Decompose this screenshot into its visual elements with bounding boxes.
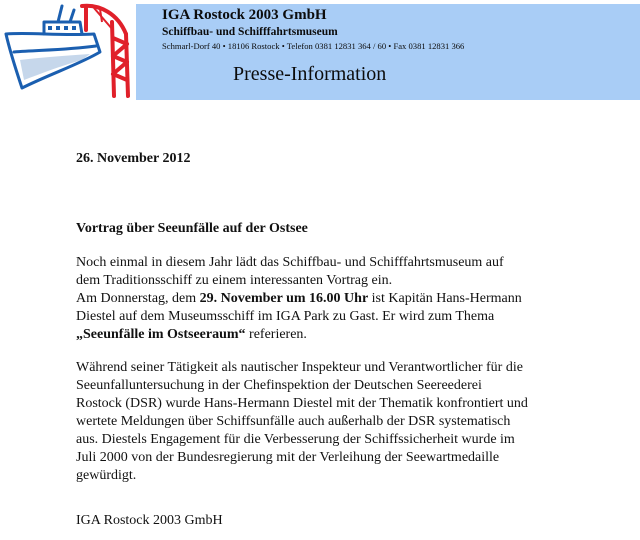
paragraph-biography [76,359,616,485]
logo [0,0,136,100]
text-line: wertete Meldungen über Schiffsunfälle auch außerhalb der DSR systematisch [76,414,511,429]
text-line: Diestel auf dem Museumsschiff im IGA Park zu Gast. Er wird zum Thema [76,309,495,324]
text-line: Noch einmal in diesem Jahr lädt das Schiffbau- und Schifffahrtsmuseum auf [76,255,504,270]
signature-company: IGA Rostock 2003 GmbH [76,513,223,528]
text-span: Am Donnerstag, dem [76,291,200,306]
text-line: Juli 2000 von der Bundesregierung mit der Verleihung der Seewartmedaille [76,450,500,465]
contact-address: Schmarl-Dorf 40 • 18106 Rostock • Telefon 0381 12831 364 / 60 • Fax 0381 12831 366 [162,41,465,51]
text-span: referieren. [245,327,307,342]
museum-name: Schiffbau- und Schifffahrtsmuseum [162,26,338,38]
paragraph-announcement [76,254,616,344]
company-name: IGA Rostock 2003 GmbH [162,7,327,23]
document-title: Presse-Information [233,63,387,85]
text-line: aus. Diestels Engagement für die Verbesserung der Schiffssicherheit wurde im [76,432,515,447]
talk-topic: „Seeunfälle im Ostseeraum“ [76,327,246,342]
event-date-time: 29. November um 16.00 Uhr [199,291,369,306]
release-date: 26. November 2012 [76,151,191,166]
text-line: Seeunfalluntersuchung in der Chefinspektion der Deutschen Seereederei [76,378,482,393]
letterhead-band [136,4,640,100]
text-line: Rostock (DSR) wurde Hans-Hermann Diestel mit der Thematik konfrontiert und [76,396,528,411]
text-span: ist Kapitän Hans-Hermann [368,291,522,306]
text-line: dem Traditionsschiff zu einem interessanten Vortrag ein. [76,273,393,288]
ship-and-crane-icon [0,0,136,100]
text-line [76,290,616,308]
article-headline: Vortrag über Seeunfälle auf der Ostsee [76,221,308,236]
text-line [76,326,616,344]
text-line: Während seiner Tätigkeit als nautischer Inspekteur und Verantwortlicher für die [76,360,523,375]
text-line: gewürdigt. [76,468,137,483]
